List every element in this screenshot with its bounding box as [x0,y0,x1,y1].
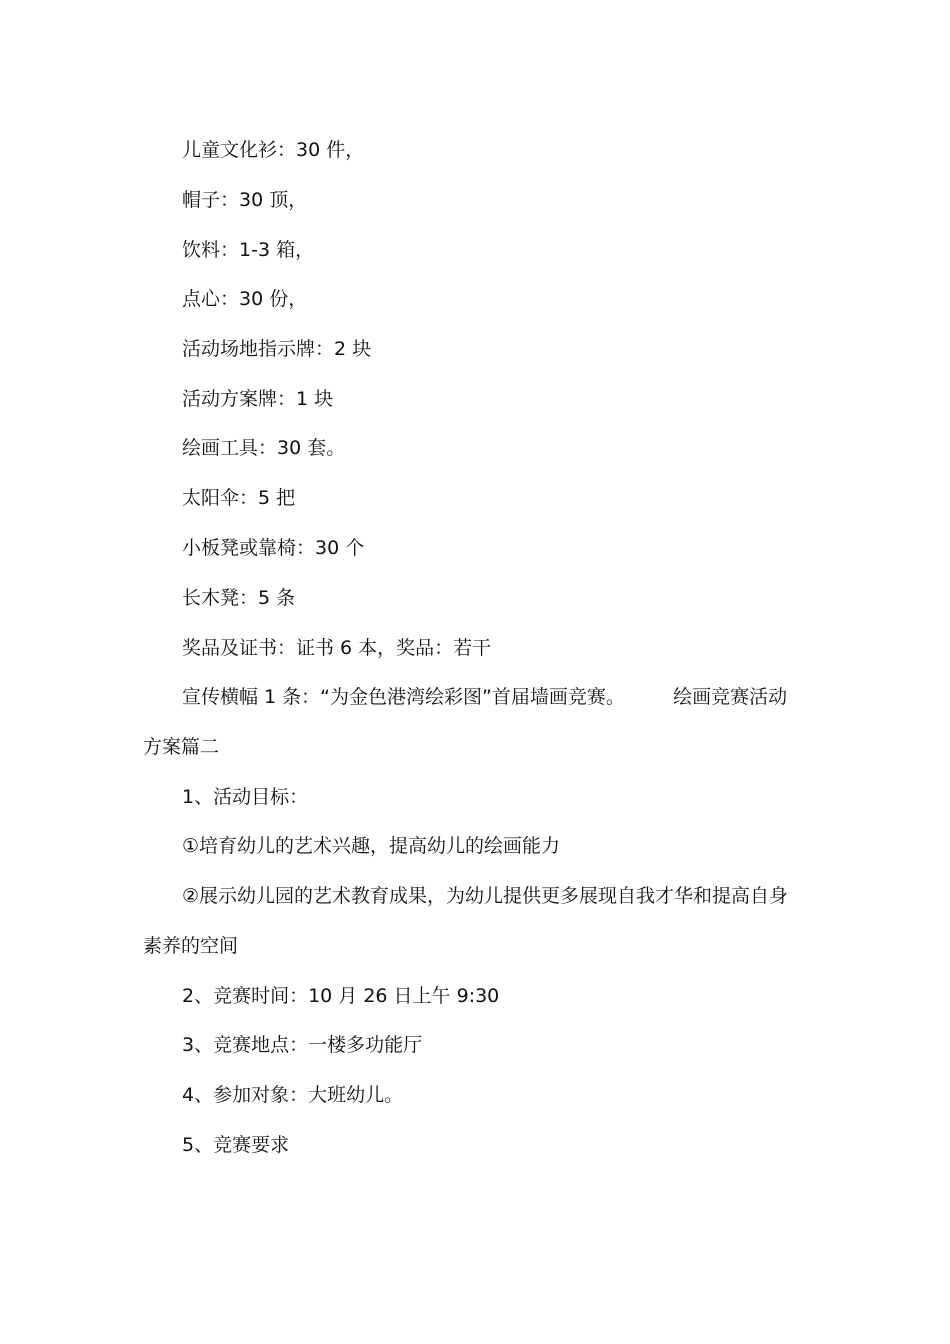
text-line: 儿童文化衫：30 件， [182,139,365,161]
text-line: 方案篇二 [143,736,220,758]
text-line: 2、竞赛时间：10 月 26 日上午 9:30 [182,985,500,1007]
text-line: 长木凳：5 条 [182,587,296,609]
text-line: 太阳伞：5 把 [182,487,296,509]
text-line: 宣传横幅 1 条：“为金色港湾绘彩图”首届墙画竞赛。 绘画竞赛活动 [182,686,788,708]
text-line: ①培育幼儿的艺术兴趣，提高幼儿的绘画能力 [182,835,561,857]
text-line: ②展示幼儿园的艺术教育成果，为幼儿提供更多展现自我才华和提高自身 [182,885,789,907]
text-line: 5、竞赛要求 [182,1134,290,1156]
text-line: 1、活动目标： [182,786,309,808]
text-line: 饮料：1-3 箱， [182,239,315,261]
text-line: 3、竞赛地点：一楼多功能厅 [182,1034,423,1056]
text-line: 活动方案牌：1 块 [182,388,334,410]
text-line: 奖品及证书：证书 6 本，奖品：若干 [182,637,492,659]
text-line: 活动场地指示牌：2 块 [182,338,372,360]
text-line: 帽子：30 顶， [182,189,308,211]
text-line: 小板凳或靠椅：30 个 [182,537,365,559]
text-line: 点心：30 份， [182,288,308,310]
text-line: 绘画工具：30 套。 [182,437,346,459]
text-line: 4、参加对象：大班幼儿。 [182,1084,404,1106]
text-line: 素养的空间 [143,935,239,957]
